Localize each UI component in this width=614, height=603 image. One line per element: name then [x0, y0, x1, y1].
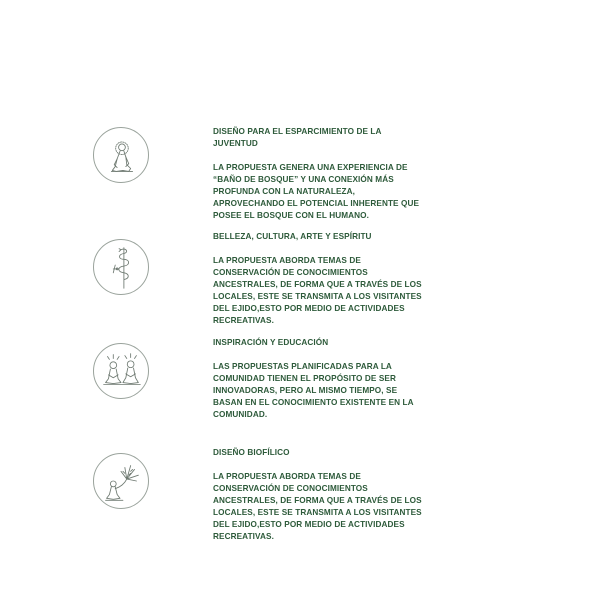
- two-seated-people-icon: [93, 343, 149, 399]
- section-4: [213, 447, 423, 543]
- section-2-title: BELLEZA, CULTURA, ARTE Y ESPÍRITU: [213, 232, 372, 241]
- section-1: [213, 126, 423, 222]
- section-1-body: LA PROPUESTA GENERA UNA EXPERIENCIA DE “BAÑO DE BOSQUE” Y UNA CONEXIÓN MÁS PROFUNDA CON LA NATURALEZA, APROVECHANDO EL POTENCIAL INHERENTE QUE POSEE EL BOSQUE CON EL HUMANO.: [213, 163, 420, 220]
- meditating-person-icon: [93, 127, 149, 183]
- serpent-staff-icon: [93, 239, 149, 295]
- section-3: [213, 337, 423, 421]
- section-2: [213, 231, 423, 327]
- section-3-title: INSPIRACIÓN Y EDUCACIÓN: [213, 338, 329, 347]
- section-2-body: LA PROPUESTA ABORDA TEMAS DE CONSERVACIÓN DE CONOCIMIENTOS ANCESTRALES, DE FORMA QUE A TRAVÉS DE LOS LOCALES, ESTE SE TRANSMITA A LOS VISITANTES DEL EJIDO,ESTO POR MEDIO DE ACTIVIDADES RECREATIVAS.: [213, 256, 422, 325]
- section-3-body: LAS PROPUESTAS PLANIFICADAS PARA LA COMUNIDAD TIENEN EL PROPÓSITO DE SER INNOVADORAS, PERO AL MISMO TIEMPO, SE BASAN EN EL CONOCIMIENTO EXISTENTE EN LA COMUNIDAD.: [213, 362, 414, 419]
- section-1-title: DISEÑO PARA EL ESPARCIMIENTO DE LA JUVENTUD: [213, 127, 382, 148]
- section-4-title: DISEÑO BIOFÍLICO: [213, 448, 290, 457]
- section-4-body: LA PROPUESTA ABORDA TEMAS DE CONSERVACIÓN DE CONOCIMIENTOS ANCESTRALES, DE FORMA QUE A TRAVÉS DE LOS LOCALES, ESTE SE TRANSMITA A LOS VISITANTES DEL EJIDO,ESTO POR MEDIO DE ACTIVIDADES RECREATIVAS.: [213, 472, 422, 541]
- person-with-plant-icon: [93, 453, 149, 509]
